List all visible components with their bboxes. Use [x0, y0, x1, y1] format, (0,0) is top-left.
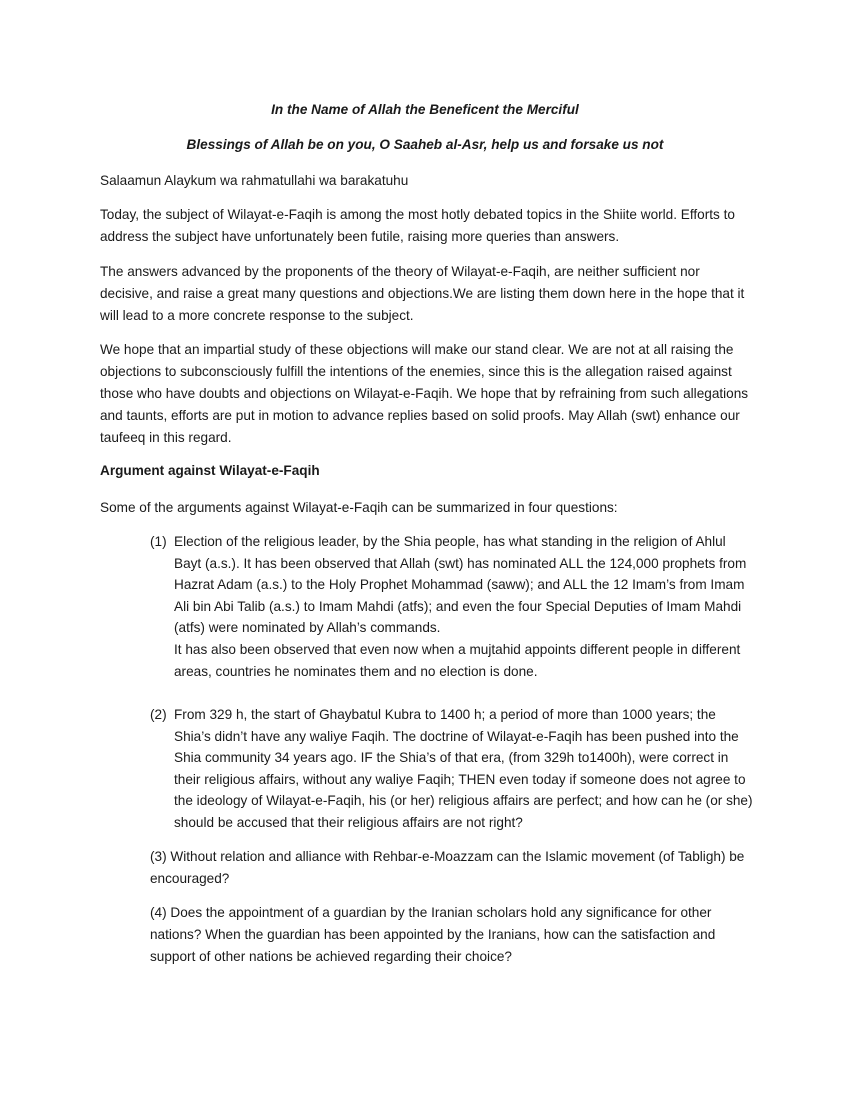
salutation-heading: Blessings of Allah be on you, O Saaheb al-Asr, help us and forsake us not	[186, 137, 664, 152]
question-number: (1)	[150, 534, 167, 549]
section-title: Argument against Wilayat-e-Faqih	[100, 463, 320, 478]
question-text: Election of the religious leader, by the Shia people, has what standing in the religion of Ahlul Bayt (a.s.). It has been observed that Allah (swt) has nominated ALL the 124,000 prophets from Hazrat Adam (a.s.) to the Holy Prophet Mohammad (saww); and ALL the 12 Imam’s from Imam Ali bin Abi Talib (a.s.) to Imam Mahdi (atfs); and even the four Special Deputies of Imam Mahdi (atfs) were nominated by Allah’s commands.	[174, 534, 747, 636]
question-text: From 329 h, the start of Ghaybatul Kubra to 1400 h; a period of more than 1000 years; the Shia’s didn’t have any waliye Faqih. The doctrine of Wilayat-e-Faqih has been pushed into the Shia community 34 years ago. IF the Shia’s of that era, (from 329h to1400h), were correct in their religious affairs, without any waliye Faqih; THEN even today if someone does not agree to the ideology of Wilayat-e-Faqih, his (or her) religious affairs are perfect; and how can he (or she) should be accused that their religious affairs are not right?	[174, 707, 753, 830]
question-item-4: (4) Does the appointment of a guardian by the Iranian scholars hold any significance for other nations? When the guardian has been appointed by the Iranians, how can the satisfaction and support of other nations be achieved regarding their choice?	[150, 905, 716, 964]
question-item-3: (3) Without relation and alliance with Rehbar-e-Moazzam can the Islamic movement (of Tabligh) be encouraged?	[150, 849, 745, 886]
bismillah-heading: In the Name of Allah the Beneficent the Merciful	[271, 102, 579, 117]
section-intro: Some of the arguments against Wilayat-e-Faqih can be summarized in four questions:	[100, 500, 618, 515]
answers-paragraph: The answers advanced by the proponents of the theory of Wilayat-e-Faqih, are neither sufficient nor decisive, and raise a great many questions and objections.We are listing them down here in the hope that it will lead to a more concrete response to the subject.	[100, 264, 745, 323]
greeting-paragraph: Salaamun Alaykum wa rahmatullahi wa barakatuhu	[100, 173, 409, 188]
hope-paragraph: We hope that an impartial study of these objections will make our stand clear. We are not at all raising the objections to subconsciously fulfill the intentions of the enemies, since this is the allegation raised against those who have doubts and objections on Wilayat-e-Faqih. We hope that by refraining from such allegations and taunts, efforts are put in motion to advance replies based on solid proofs. May Allah (swt) enhance our taufeeq in this regard.	[100, 342, 749, 445]
question-item-2	[150, 704, 755, 834]
intro-paragraph: Today, the subject of Wilayat-e-Faqih is among the most hotly debated topics in the Shiite world. Efforts to address the subject have unfortunately been futile, raising more queries than answers.	[100, 207, 735, 244]
question-number: (2)	[150, 707, 167, 722]
question-note: It has also been observed that even now when a mujtahid appoints different people in different areas, countries he nominates them and no election is done.	[174, 641, 741, 679]
question-item-1	[150, 531, 755, 682]
